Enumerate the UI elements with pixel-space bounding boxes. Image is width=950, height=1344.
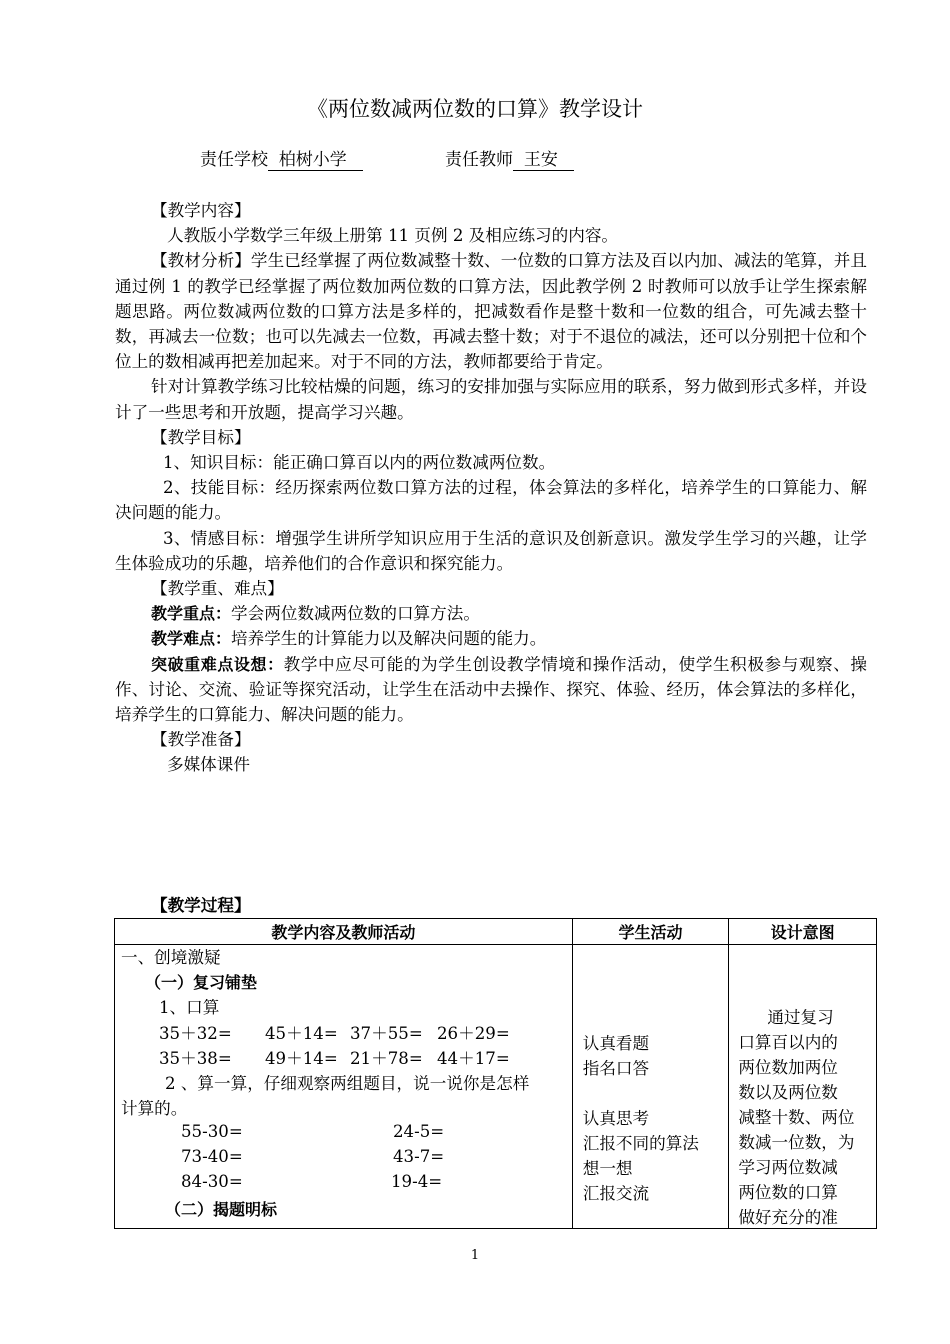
diff-text: 培养学生的计算能力以及解决问题的能力。 <box>231 629 547 649</box>
table-row <box>115 945 877 1229</box>
intent-line: 数减一位数，为 <box>738 1133 855 1152</box>
teacher-activity-cell <box>115 945 573 1229</box>
goal-1: 1、知识目标：能正确口算百以内的两位数减两位数。 <box>163 453 556 473</box>
intent-line: 两位数加两位 <box>738 1058 838 1077</box>
header-teacher-activity: 教学内容及教师活动 <box>115 919 573 945</box>
exercise: 45＋14= <box>265 1024 338 1043</box>
header-student-activity: 学生活动 <box>572 919 729 945</box>
exercise: 84-30= <box>181 1172 243 1191</box>
exercise: 24-5= <box>393 1122 445 1141</box>
item-mental-math: 1、口算 <box>159 998 220 1017</box>
student-line: 想一想 <box>582 1159 633 1178</box>
exercise: 73-40= <box>181 1147 243 1166</box>
exercise: 55-30= <box>181 1122 243 1141</box>
intent-line: 数以及两位数 <box>738 1083 838 1102</box>
analysis-text: 学生已经掌握了两位数减整十数、一位数的口算方法及百以内加、减法的笔算，并且通过例 1 的教学已经掌握了两位数加两位数的口算方法，因此教学例 2 时教师可以放手让学生探索解题思路。两位数减两位数的口算方法是多样的，把减数看作是整十数和一位数的组合，可先减去整十数，再减去一位数；也可以先减去一位数，再减去整十数；对于不退位的减法，还可以分别把十位和个位上的数相减再把差加起来。对于不同的方法，教师都要给于肯定。 <box>115 251 868 372</box>
exercise: 37＋55= <box>350 1024 423 1043</box>
key-heading: 【教学重、难点】 <box>151 579 284 599</box>
analysis-text-2: 针对计算教学练习比较枯燥的问题，练习的安排加强与实际应用的联系，努力做到形式多样，并设计了一些思考和开放题，提高学习兴趣。 <box>115 377 867 422</box>
intent-line: 两位数的口算 <box>738 1183 838 1202</box>
content-text: 人教版小学数学三年级上册第 11 页例 2 及相应练习的内容。 <box>167 226 619 246</box>
key-label: 教学重点： <box>151 604 232 624</box>
teacher-value: 王安 <box>513 150 575 170</box>
intent-line: 口算百以内的 <box>738 1033 838 1052</box>
exercise: 35＋38= <box>159 1049 232 1068</box>
key-point <box>115 601 867 626</box>
header-design-intent: 设计意图 <box>729 919 877 945</box>
part-title: 一、创境激疑 <box>121 948 221 967</box>
goals-heading: 【教学目标】 <box>151 427 251 447</box>
document-body <box>115 198 867 778</box>
item-observe-cont: 计算的。 <box>121 1099 188 1118</box>
intent-line: 减整十数、两位 <box>738 1108 855 1127</box>
student-line: 认真思考 <box>582 1109 650 1128</box>
page-title: 《两位数减两位数的口算》教学设计 <box>307 97 643 121</box>
student-line: 汇报不同的算法 <box>582 1134 699 1153</box>
author-meta <box>200 147 574 173</box>
prep-text: 多媒体课件 <box>167 755 250 775</box>
diff-label: 教学难点： <box>151 629 232 649</box>
school-value: 柏树小学 <box>268 150 364 170</box>
exercise: 44＋17= <box>437 1049 510 1068</box>
exercise: 35＋32= <box>159 1024 232 1043</box>
content-heading: 【教学内容】 <box>151 201 251 220</box>
exercise: 26＋29= <box>437 1024 510 1043</box>
student-line: 汇报交流 <box>582 1184 650 1203</box>
difficulty-point <box>115 626 867 651</box>
design-intent-cell <box>729 945 877 1229</box>
student-line: 认真看题 <box>582 1034 650 1053</box>
lesson-plan-table <box>114 918 877 1229</box>
exercise: 43-7= <box>393 1147 445 1166</box>
table-header-row <box>115 919 877 945</box>
exercise: 49＋14= <box>265 1049 338 1068</box>
item-observe: 2 、算一算，仔细观察两组题目，说一说你是怎样 <box>165 1074 530 1093</box>
subsection-topic: （二）揭题明标 <box>165 1200 278 1219</box>
intent-line: 做好充分的准 <box>738 1208 838 1227</box>
goal-3: 3、情感目标：增强学生讲所学知识应用于生活的意识及创新意识。激发学生学习的兴趣，让学生体验成功的乐趣，培养他们的合作意识和探究能力。 <box>115 528 867 573</box>
intent-line: 通过复习 <box>767 1008 834 1027</box>
school-label: 责任学校 <box>200 150 268 170</box>
exercise: 19-4= <box>391 1172 443 1191</box>
student-line: 指名口答 <box>582 1059 650 1078</box>
student-activity-cell <box>572 945 729 1229</box>
breakthrough-label: 突破重难点设想： <box>151 654 284 674</box>
goal-2: 2、技能目标：经历探索两位数口算方法的过程，体会算法的多样化，培养学生的口算能力、解决问题的能力。 <box>115 478 867 523</box>
teacher-label: 责任教师 <box>445 150 514 170</box>
page-number: 1 <box>470 1248 480 1263</box>
intent-line: 学习两位数减 <box>738 1158 838 1177</box>
process-heading: 【教学过程】 <box>151 896 251 915</box>
prep-heading: 【教学准备】 <box>151 730 251 750</box>
analysis-heading: 【教材分析】 <box>151 251 251 271</box>
subsection-review: （一）复习铺垫 <box>145 973 258 992</box>
breakthrough-text: 教学中应尽可能的为学生创设教学情境和操作活动，使学生积极参与观察、操作、讨论、交流、验证等探究活动，让学生在活动中去操作、探究、体验、经历，体会算法的多样化，培养学生的口算能力、解决问题的能力。 <box>115 654 867 725</box>
analysis-paragraph <box>115 248 867 374</box>
key-text: 学会两位数减两位数的口算方法。 <box>231 604 480 624</box>
exercise: 21＋78= <box>350 1049 423 1068</box>
breakthrough-paragraph <box>115 652 867 728</box>
